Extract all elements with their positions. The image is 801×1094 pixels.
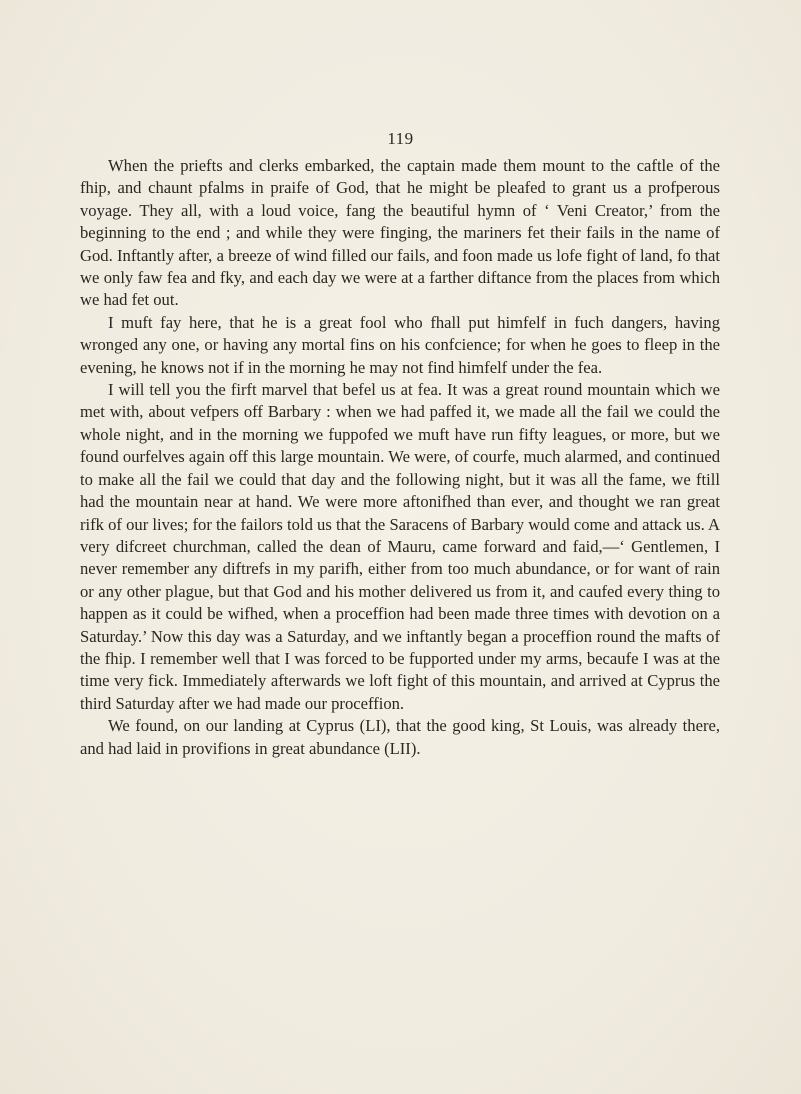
paragraph-embarkation: When the priefts and clerks embarked, the captain made them mount to the caftle of the fhip, and chaunt pfalms in praife of God, that he might be pleafed to grant us a profperous voyage. They all, with a loud voice, fang the beautiful hymn of ‘ Veni Creator,’ from the beginning to the end ; and while they were finging, the mariners fet their fails in the name of God. Inftantly after, a breeze of wind filled our fails, and foon made us lofe fight of land, fo that we only faw fea and fky, and each day we were at a farther diftance from the places from which we had fet out. [80, 156, 720, 310]
body-text [80, 155, 720, 760]
page-number: 119 [387, 129, 414, 148]
paragraph-dangers: I muft fay here, that he is a great fool who fhall put himfelf in fuch dangers, having wronged any one, or having any mortal fins on his confcience; for when he goes to fleep in the evening, he knows not if in the morning he may not find himfelf under the fea. [80, 312, 720, 377]
paragraph-cyprus: We found, on our landing at Cyprus (LI), that the good king, St Louis, was already there, and had laid in provifions in great abundance (LII). [80, 716, 720, 758]
paragraph-marvel: I will tell you the firft marvel that befel us at fea. It was a great round mountain which we met with, about vefpers off Barbary : when we had paffed it, we made all the fail we could the whole night, and in the morning we fuppofed we muft have run fifty leagues, or more, but we found ourfelves again off this large mountain. We were, of courfe, much alarmed, and continued to make all the fail we could that day and the following night, but it was all the fame, we ftill had the mountain near at hand. We were more aftonifhed than ever, and thought we ran great rifk of our lives; for the failors told us that the Saracens of Barbary would come and attack us. A very difcreet churchman, called the dean of Mauru, came forward and faid,—‘ Gentlemen, I never remember any diftrefs in my parifh, either from too much abundance, or for want of rain or any other plague, but that God and his mother delivered us from it, and caufed every thing to happen as it could be wifhed, when a proceffion had been made three times with devotion on a Saturday.’ Now this day was a Saturday, and we inftantly began a proceffion round the mafts of the fhip. I remember well that I was forced to be fupported under my arms, becaufe I was at the time very fick. Immediately afterwards we loft fight of this mountain, and arrived at Cyprus the third Saturday after we had made our proceffion. [80, 380, 720, 713]
